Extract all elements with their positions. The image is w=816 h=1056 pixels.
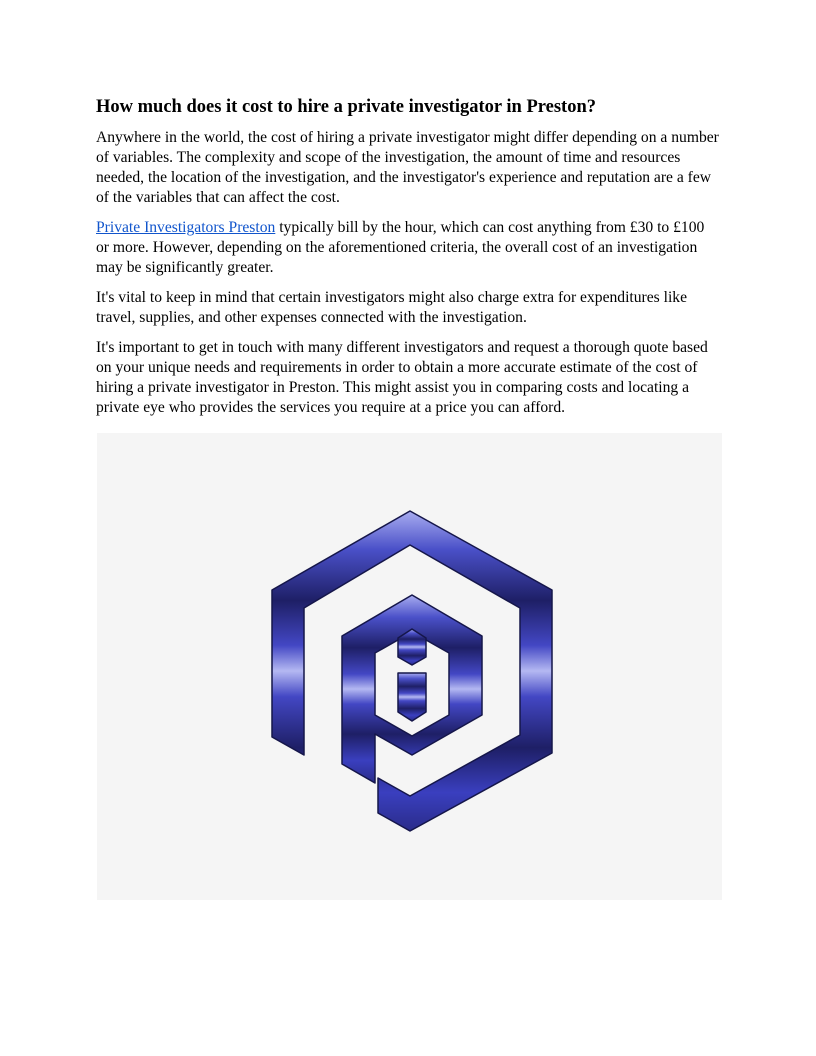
paragraph-extra-charges: It's vital to keep in mind that certain investigators might also charge extra for expenditures like travel, supplies, and other expenses connected with the investigation. (96, 289, 688, 326)
article-heading: How much does it cost to hire a private investigator in Preston? (96, 97, 596, 117)
paragraph-hourly-rates (96, 218, 720, 278)
paragraph-hourly-rates-text: typically bill by the hour, which can cost anything from £30 to £100 or more. However, depending on the aforementioned criteria, the overall cost of an investigation may be significantly greater. (96, 219, 705, 276)
paragraph-get-quotes: It's important to get in touch with many different investigators and request a thorough quote based on your unique needs and requirements in order to obtain a more accurate estimate of the cost of hiring a private investigator in Preston. This might assist you in comparing costs and locating a private eye who provides the services you require at a price you can afford. (96, 339, 708, 416)
paragraph-cost-factors: Anywhere in the world, the cost of hiring a private investigator might differ depending on a number of variables. The complexity and scope of the investigation, the amount of time and resources needed, the location of the investigation, and the investigator's experience and reputation are a few of the variables that can affect the cost. (96, 129, 719, 206)
article (96, 96, 720, 428)
logo-image (97, 433, 722, 900)
pi-hexagon-logo-icon (97, 433, 722, 900)
private-investigators-preston-link[interactable]: Private Investigators Preston (96, 219, 276, 236)
